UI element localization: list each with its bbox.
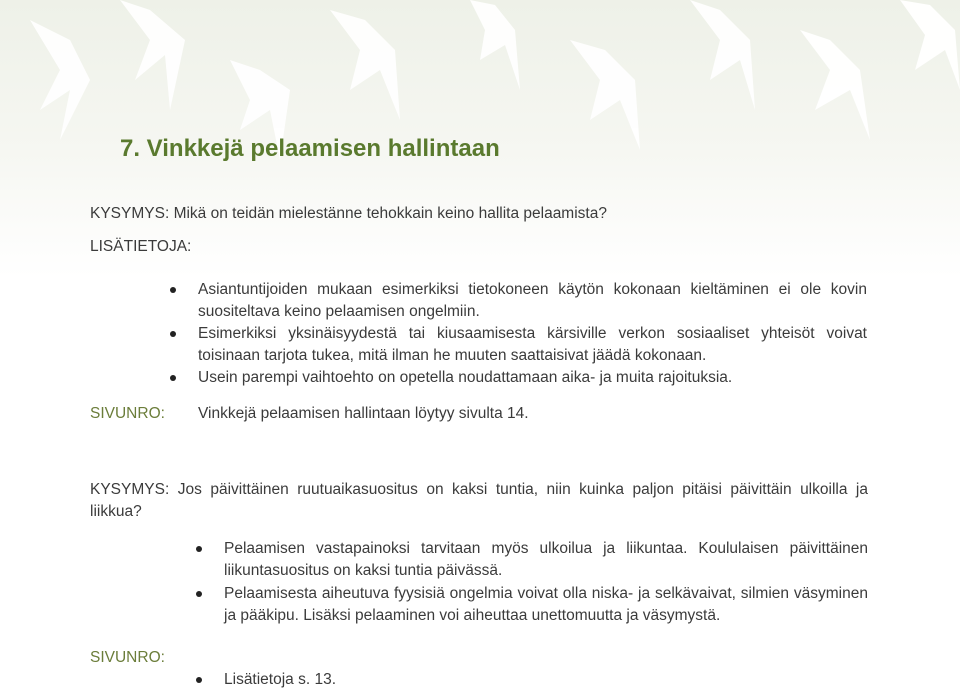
list-item-text: Asiantuntijoiden mukaan esimerkiksi tietokoneen käytön kokonaan kieltäminen ei ole kovin suositeltava keino pelaamisen ongelmiin. — [198, 281, 867, 320]
list-item-text: Usein parempi vaihtoehto on opetella noudattamaan aika- ja muita rajoituksia. — [198, 369, 733, 386]
page-number-label: SIVUNRO: — [90, 649, 165, 666]
question-text: Mikä on teidän mielestänne tehokkain keino hallita pelaamista? — [173, 205, 607, 222]
page-number-label: SIVUNRO: — [90, 405, 165, 422]
question-text: Jos päivittäinen ruutuaikasuositus on kaksi tuntia, niin kuinka paljon pitäisi päivittäin ulkoilla ja liikkua? — [90, 481, 868, 520]
page-title: 7. Vinkkejä pelaamisen hallintaan — [120, 135, 500, 162]
page-list — [196, 669, 496, 691]
list-item — [170, 279, 867, 323]
page-number-text: Vinkkejä pelaamisen hallintaan löytyy sivulta 14. — [198, 405, 529, 422]
question-1 — [90, 203, 880, 225]
answer-list — [196, 538, 868, 627]
question-label: KYSYMYS: — [90, 205, 170, 222]
list-item — [170, 367, 867, 389]
list-item — [196, 669, 496, 691]
list-item-text: Pelaamisen vastapainoksi tarvitaan myös ulkoilua ja liikuntaa. Koululaisen päivittäinen liikuntasuositus on kaksi tuntia päivässä. — [224, 540, 868, 579]
question-label: KYSYMYS: — [90, 481, 170, 498]
list-item-text: Lisätietoja s. 13. — [224, 671, 337, 688]
list-item — [170, 323, 867, 367]
list-item — [196, 583, 868, 627]
question-2 — [90, 479, 868, 523]
list-item — [196, 538, 868, 582]
list-item-text: Esimerkiksi yksinäisyydestä tai kiusaamisesta kärsiville verkon sosiaaliset yhteisöt voivat toisinaan tarjota tukea, mitä ilman he muuten saattaisivat jäädä kokonaan. — [198, 325, 867, 364]
info-label: LISÄTIETOJA: — [90, 238, 192, 255]
list-item-text: Pelaamisesta aiheutuva fyysisiä ongelmia voivat olla niska- ja selkävaivat, silmien väsyminen ja pääkipu. Lisäksi pelaaminen voi aiheuttaa unettomuutta ja väsymystä. — [224, 585, 868, 624]
info-list — [170, 279, 867, 389]
